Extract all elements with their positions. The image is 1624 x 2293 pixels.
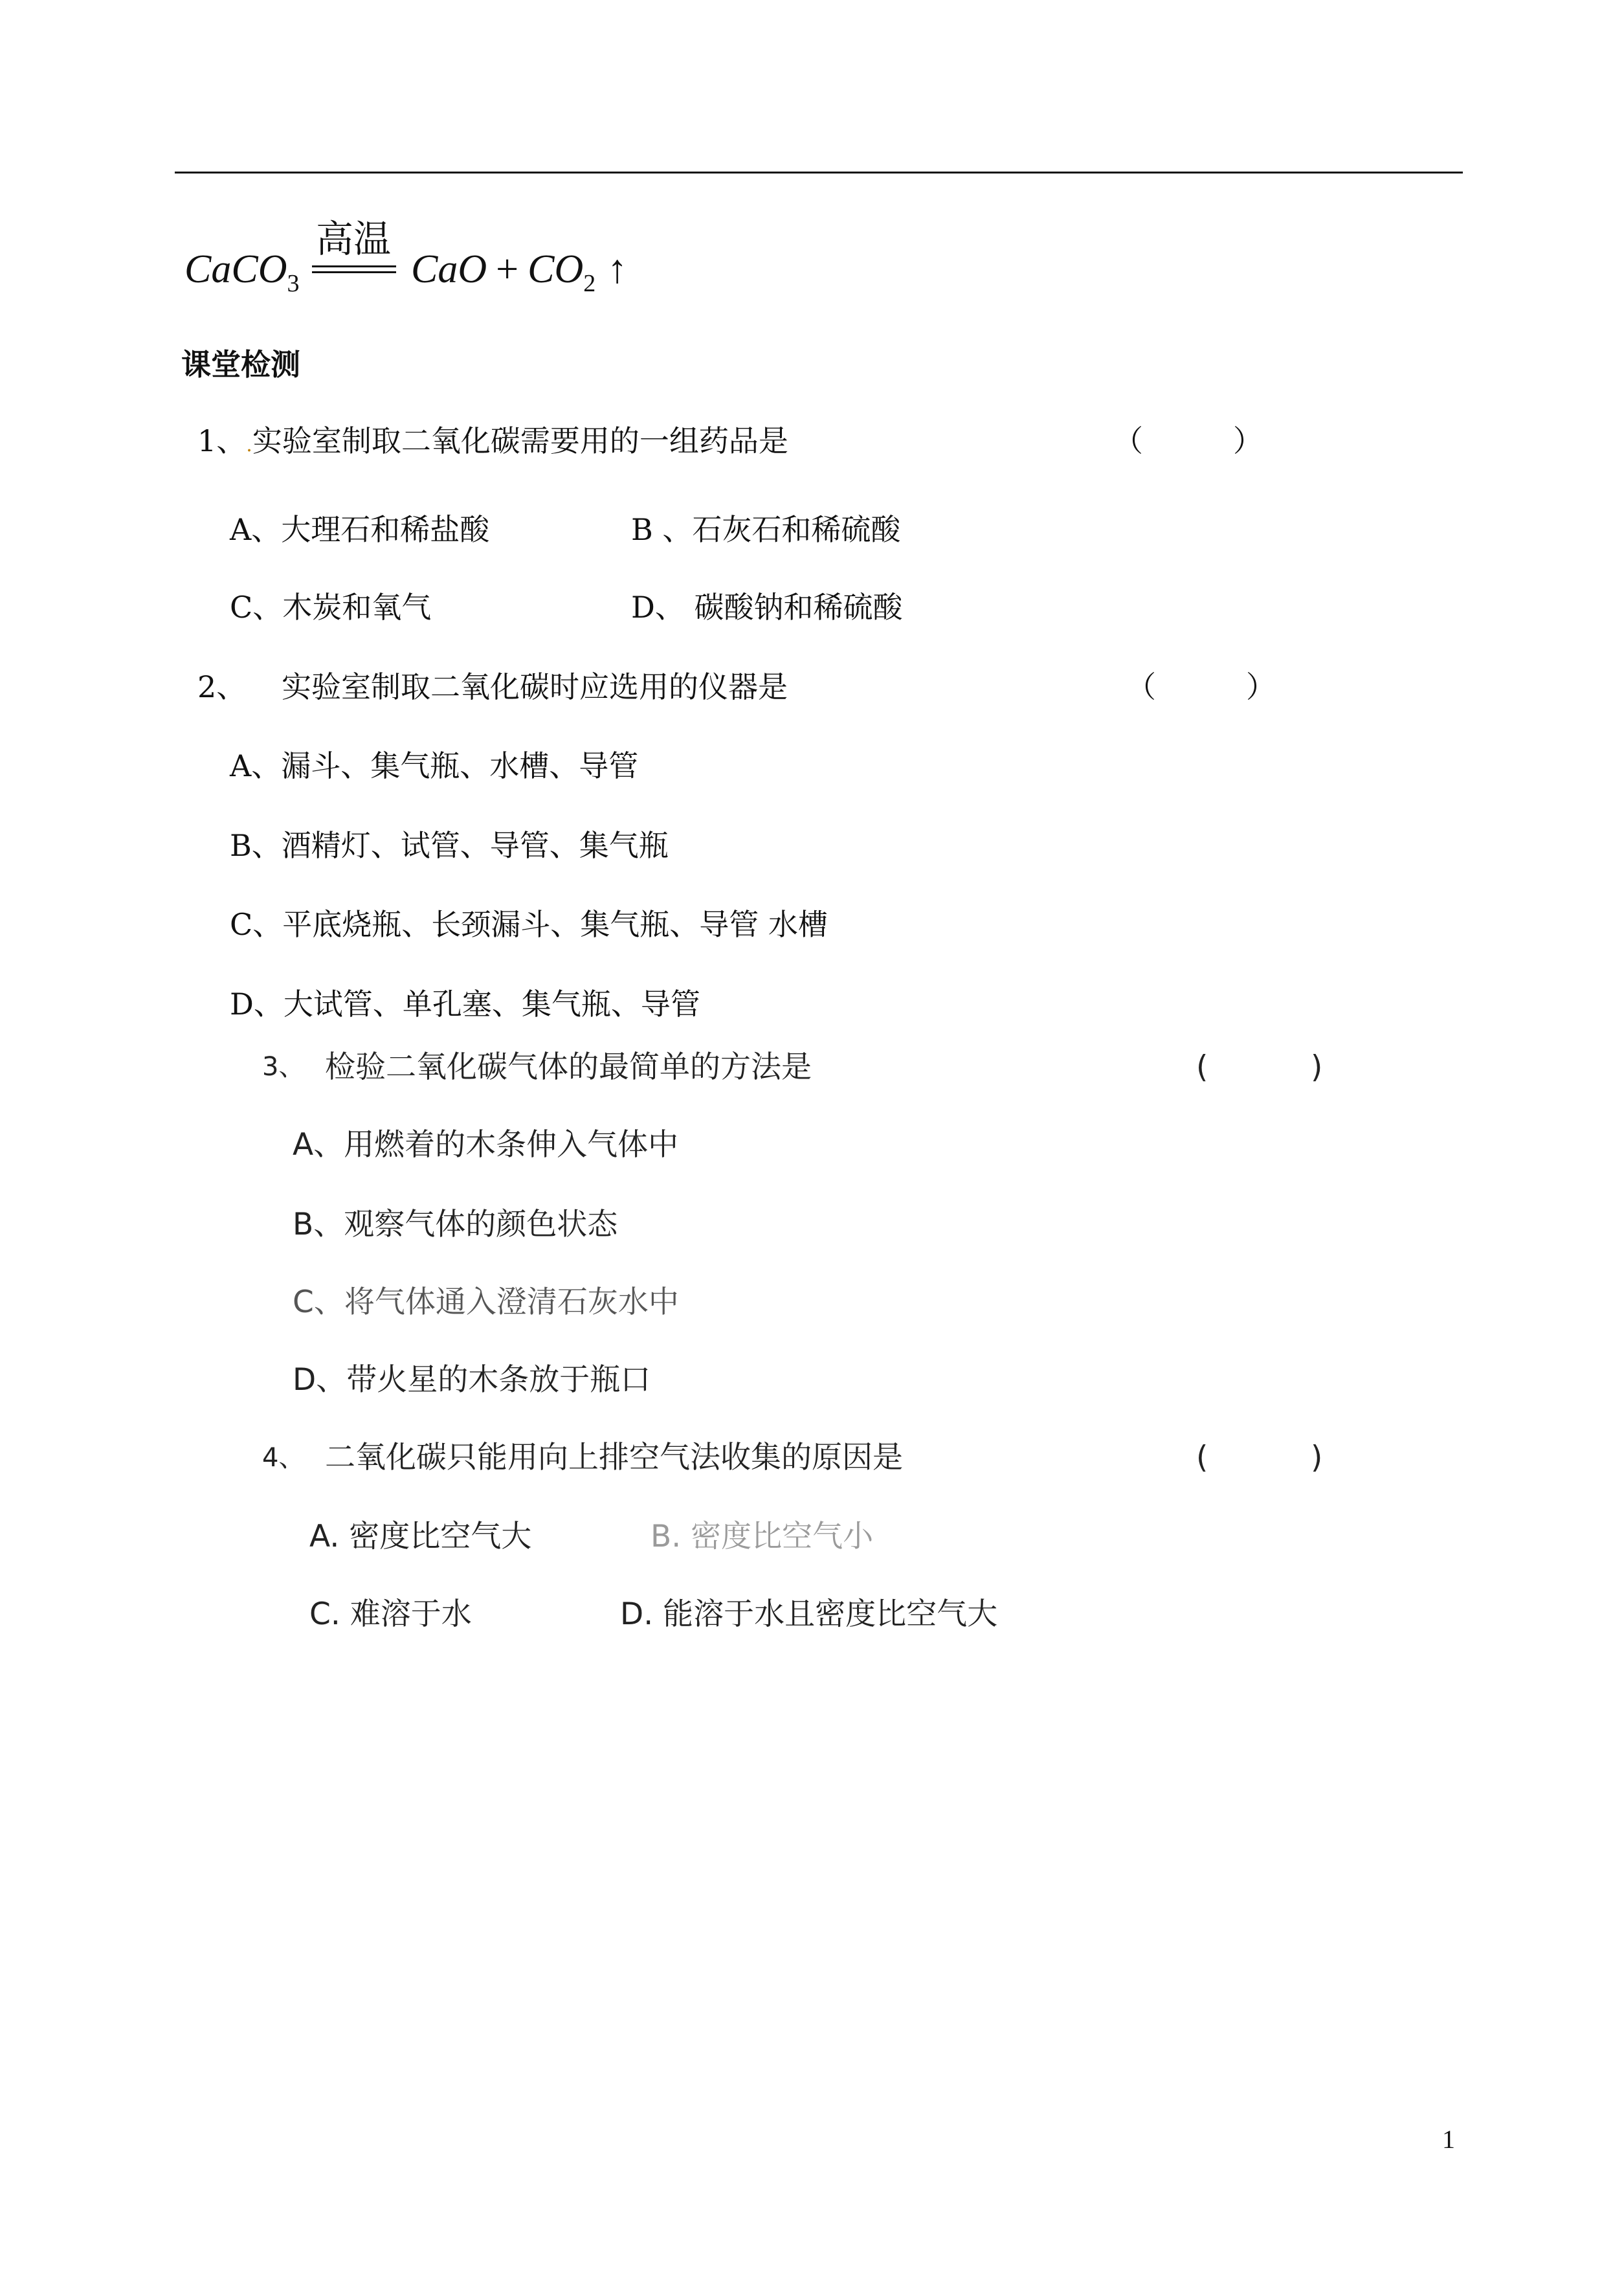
- question-1-prompt: 1、.实验室制取二氧化碳需要用的一组药品是: [197, 423, 788, 458]
- option-4b: B. 密度比空气小: [651, 1519, 874, 1554]
- option-3a: A、用燃着的木条伸入气体中: [293, 1127, 679, 1163]
- option-2c: C、平底烧瓶、长颈漏斗、集气瓶、导管 水槽: [230, 907, 828, 942]
- option-2b: B、酒精灯、试管、导管、集气瓶: [230, 828, 669, 863]
- answer-bracket-open: （: [1113, 423, 1143, 458]
- option-1d: D、 碳酸钠和稀硫酸: [631, 590, 903, 625]
- answer-bracket-close: ）: [1246, 669, 1276, 704]
- reactant-formula: CaCO$_3$: [184, 247, 300, 297]
- page-number: 1: [1442, 2125, 1455, 2154]
- question-2-number: 2、: [197, 669, 247, 704]
- question-2-prompt: 实验室制取二氧化碳时应选用的仪器是: [282, 669, 788, 704]
- answer-bracket-open: (: [1196, 1440, 1208, 1475]
- option-2d: D、大试管、单孔塞、集气瓶、导管: [230, 987, 700, 1022]
- question-3-number: 3、: [262, 1052, 305, 1082]
- option-3d: D、带火星的木条放于瓶口: [293, 1362, 651, 1398]
- option-2a: A、漏斗、集气瓶、水槽、导管: [230, 748, 639, 783]
- option-4a: A. 密度比空气大: [309, 1519, 532, 1554]
- answer-bracket-close: ）: [1233, 423, 1263, 458]
- option-1a: A、大理石和稀盐酸: [230, 512, 490, 547]
- question-4-prompt: 二氧化碳只能用向上排空气法收集的原因是: [325, 1440, 903, 1475]
- header-rule: [175, 172, 1463, 173]
- product-formulas: CaO + $CO_2$ ↑: [411, 247, 628, 297]
- option-4d: D. 能溶于水且密度比空气大: [620, 1596, 998, 1632]
- option-4c: C. 难溶于水: [309, 1596, 472, 1632]
- answer-bracket-close: ): [1311, 1440, 1323, 1475]
- section-title: 课堂检测: [181, 347, 300, 382]
- equals-sign: [312, 265, 396, 274]
- answer-bracket-open: (: [1196, 1049, 1208, 1085]
- answer-bracket-open: （: [1126, 669, 1156, 704]
- question-4-number: 4、: [262, 1443, 305, 1473]
- reaction-condition: 高温: [316, 217, 392, 261]
- question-3-prompt: 检验二氧化碳气体的最简单的方法是: [325, 1049, 812, 1085]
- option-1c: C、木炭和氧气: [230, 590, 432, 625]
- option-3b: B、观察气体的颜色状态: [293, 1207, 618, 1242]
- option-1b: B 、石灰石和稀硫酸: [631, 512, 901, 547]
- answer-bracket-close: ): [1311, 1049, 1323, 1085]
- option-3c: C、将气体通入澄清石灰水中: [293, 1284, 679, 1320]
